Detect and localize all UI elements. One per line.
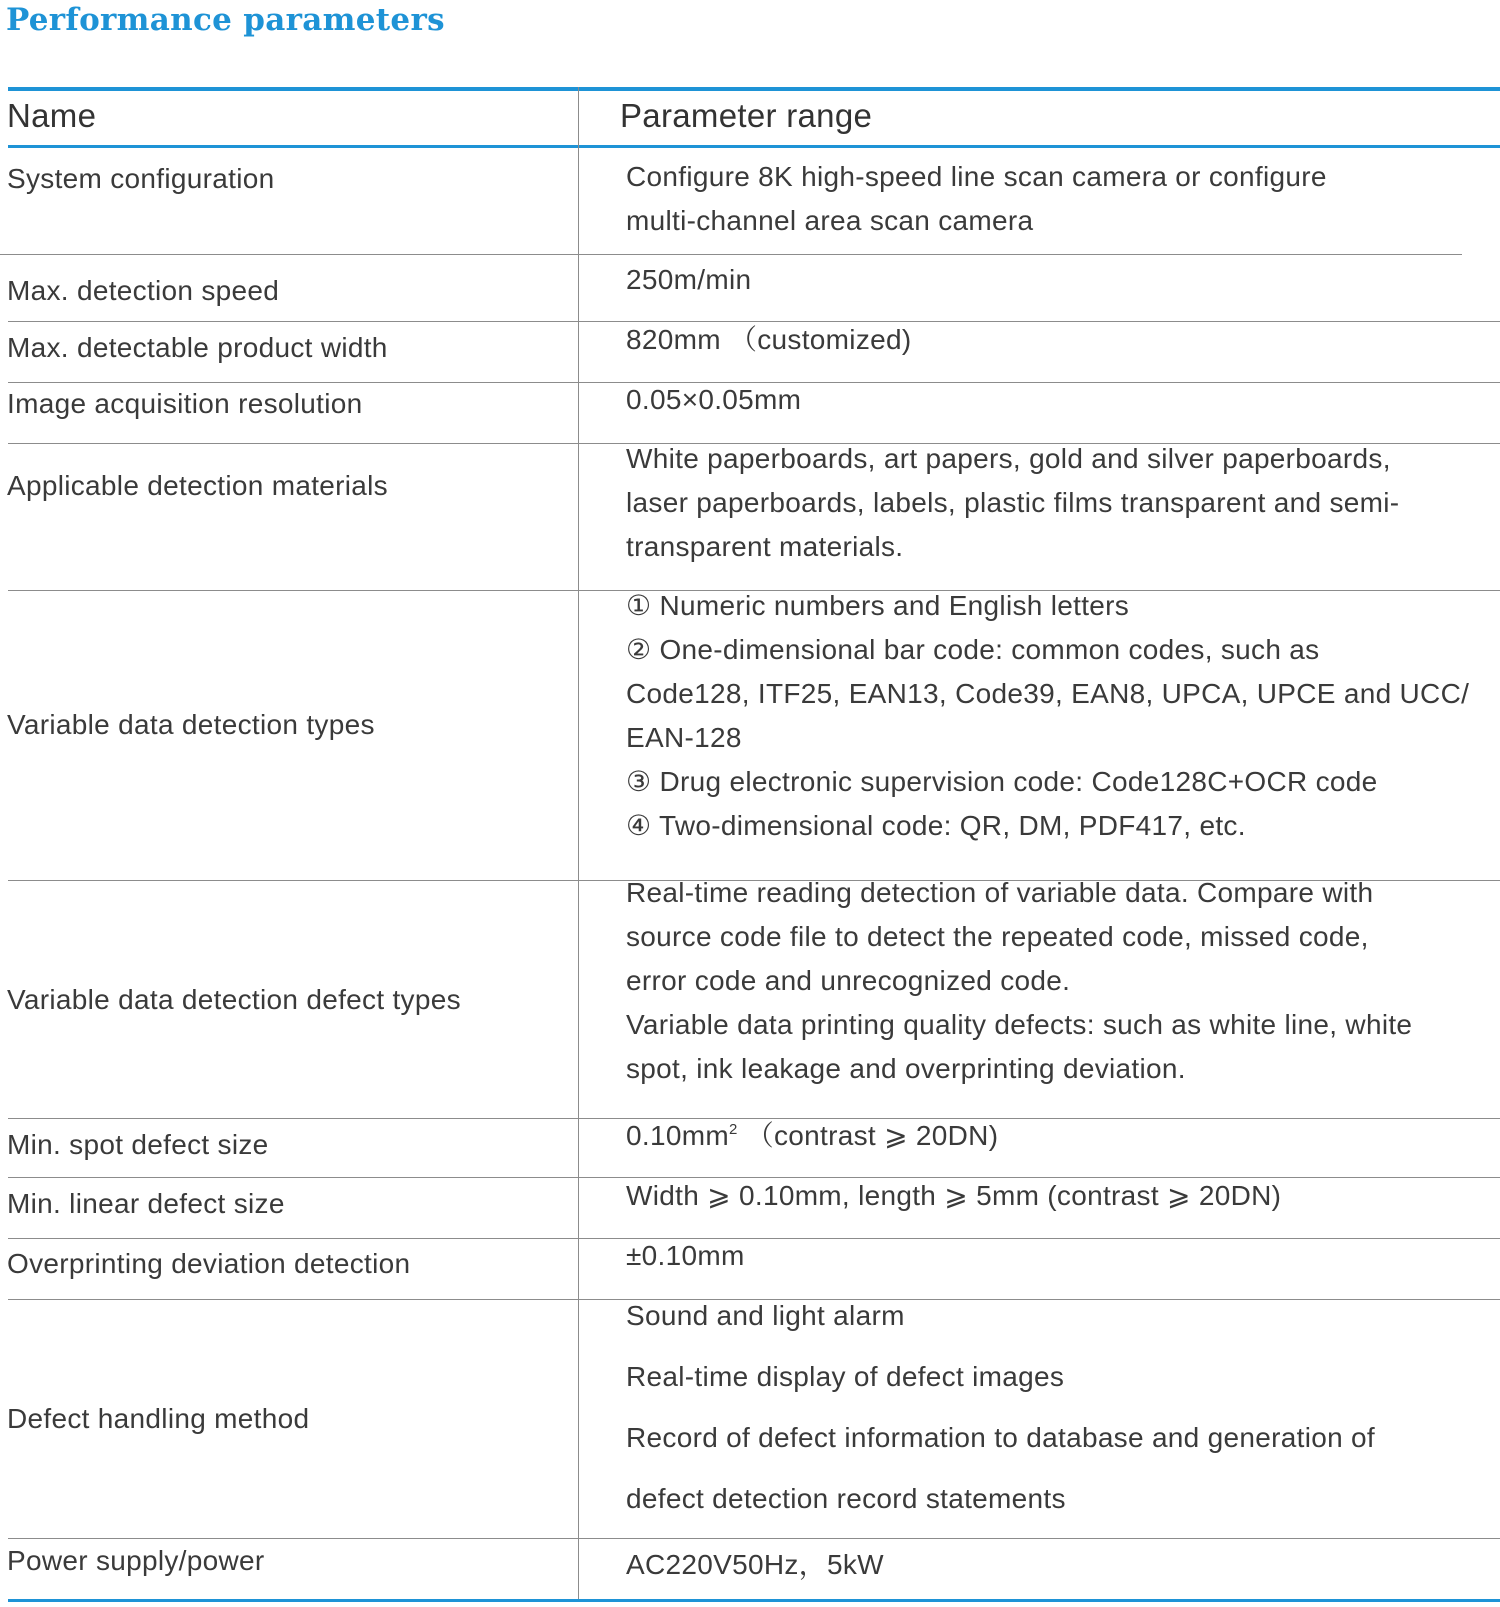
row-value	[626, 584, 1469, 848]
value-line: White paperboards, art papers, gold and silver paperboards,	[626, 443, 1391, 474]
value-line: spot, ink leakage and overprinting deviation.	[626, 1053, 1186, 1084]
page-title: Performance parameters	[6, 2, 445, 38]
row-name: Max. detectable product width	[7, 332, 388, 363]
row-name: Defect handling method	[7, 1403, 310, 1434]
row-value	[626, 378, 801, 422]
table-bottom-rule	[8, 1599, 1500, 1602]
value-line: Real-time display of defect images	[626, 1361, 1065, 1392]
value-line: error code and unrecognized code.	[626, 965, 1071, 996]
row-value	[626, 258, 751, 302]
row-value	[626, 1285, 1375, 1529]
value-text: （contrast ⩾ 20DN)	[737, 1120, 999, 1151]
value-line: source code file to detect the repeated code, missed code,	[626, 921, 1369, 952]
column-divider	[578, 87, 579, 1602]
row-name: System configuration	[7, 163, 275, 194]
header-name: Name	[7, 97, 97, 134]
value-line: 0.05×0.05mm	[626, 384, 802, 415]
value-line: ④ Two-dimensional code: QR, DM, PDF417, etc.	[626, 810, 1246, 841]
row-name: Power supply/power	[7, 1545, 265, 1576]
row-name: Overprinting deviation detection	[7, 1248, 411, 1279]
value-line: 250m/min	[626, 264, 752, 295]
value-line: defect detection record statements	[626, 1483, 1066, 1514]
value-line: Width ⩾ 0.10mm, length ⩾ 5mm (contrast ⩾ 20DN)	[626, 1180, 1282, 1211]
row-separator	[8, 1238, 1500, 1239]
row-name: Max. detection speed	[7, 275, 280, 306]
row-separator	[8, 1538, 1500, 1539]
row-value	[626, 1543, 884, 1587]
value-line	[626, 1114, 998, 1158]
row-value	[626, 1234, 745, 1278]
row-name: Variable data detection types	[7, 709, 375, 740]
header-rule	[8, 145, 1500, 148]
row-value	[626, 1114, 998, 1158]
row-value	[626, 318, 911, 362]
value-line: Record of defect information to database and generation of	[626, 1422, 1375, 1453]
value-text: 0.10mm	[626, 1120, 729, 1151]
value-line: ±0.10mm	[626, 1240, 745, 1271]
row-value	[626, 155, 1327, 243]
value-superscript: 2	[728, 1121, 738, 1138]
value-line: Configure 8K high-speed line scan camera or configure	[626, 161, 1327, 192]
value-line: ② One-dimensional bar code: common codes, such as	[626, 634, 1320, 665]
value-line: transparent materials.	[626, 531, 904, 562]
row-name: Image acquisition resolution	[7, 388, 363, 419]
value-line: ③ Drug electronic supervision code: Code128C+OCR code	[626, 766, 1378, 797]
value-line: AC220V50Hz，5kW	[626, 1549, 884, 1580]
row-name: Applicable detection materials	[7, 470, 388, 501]
row-name: Min. spot defect size	[7, 1129, 269, 1160]
row-value	[626, 1174, 1281, 1218]
value-line: Real-time reading detection of variable data. Compare with	[626, 877, 1374, 908]
row-value	[626, 437, 1399, 569]
table-top-rule	[8, 87, 1500, 91]
value-line: Code128, ITF25, EAN13, Code39, EAN8, UPCA, UPCE and UCC/	[626, 678, 1470, 709]
value-line: Sound and light alarm	[626, 1300, 905, 1331]
row-name: Variable data detection defect types	[7, 984, 461, 1015]
value-line: Variable data printing quality defects: such as white line, white	[626, 1009, 1413, 1040]
value-line: laser paperboards, labels, plastic films transparent and semi-	[626, 487, 1400, 518]
row-separator	[0, 254, 1462, 255]
row-value	[626, 871, 1412, 1091]
value-line: EAN-128	[626, 722, 742, 753]
value-line: 820mm （customized)	[626, 324, 912, 355]
row-name: Min. linear defect size	[7, 1188, 285, 1219]
value-line: multi-channel area scan camera	[626, 205, 1034, 236]
header-parameter-range: Parameter range	[620, 97, 873, 134]
value-line: ① Numeric numbers and English letters	[626, 590, 1130, 621]
